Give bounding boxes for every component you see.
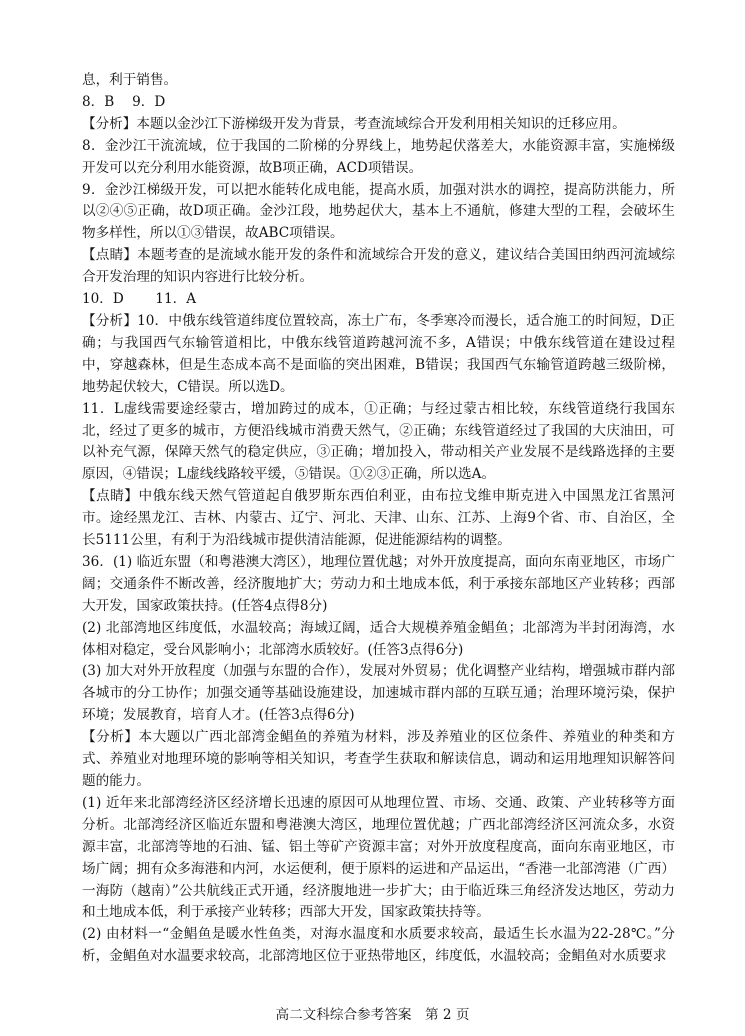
answer-36-3: (3) 加大对外开放程度（加强与东盟的合作），发展对外贸易；优化调整产业结构，增强城市群内部各城市的分工协作；加强交通等基础设施建设，加速城市群内部的互联互通；治理环境污染，保护环境；发展教育，培育人才。(任答3点得6分)	[82, 663, 675, 724]
answer-36-2: (2) 北部湾地区纬度低，水温较高；海域辽阔，适合大规模养殖金鲳鱼；北部湾为半封闭海湾，水体相对稳定，受台风影响小；北部湾水质较好。(任答3点得6分)	[82, 619, 675, 658]
explanation-36-2: (2) 由材料一“金鲳鱼是暖水性鱼类，对海水温度和水质要求较高，最适生长水温为22-28℃。”分析，金鲳鱼对水温要求较高，北部湾地区位于亚热带地区，纬度低，水温较高；金鲳鱼对水质要求	[82, 926, 675, 965]
paragraph-continuation: 息，利于销售。	[82, 72, 178, 88]
analysis-10: 【分析】10．中俄东线管道纬度位置较高，冻土广布，冬季寒冷而漫长，适合施工的时间短，D正确；与我国西气东输管道相比，中俄东线管道跨越河流不多，A错误；中俄东线管道在建设过程中，穿越森林，但是生态成本高不是面临的突出困难，B错误；我国西气东输管道跨越三级阶梯，地势起伏较大，C错误。所以选D。	[82, 312, 675, 395]
tip-10-11: 【点睛】中俄东线天然气管道起自俄罗斯东西伯利亚，由布拉戈维申斯克进入中国黑龙江省黑河市。途经黑龙江、吉林、内蒙古、辽宁、河北、天津、山东、江苏、上海9个省、市、自治区，全长5111公里，有利于为沿线城市提供清洁能源，促进能源结构的调整。	[82, 488, 675, 549]
explanation-36-1: (1) 近年来北部湾经济区经济增长迅速的原因可从地理位置、市场、交通、政策、产业转移等方面分析。北部湾经济区临近东盟和粤港澳大湾区，地理位置优越；广西北部湾经济区河流众多，水资源丰富，北部湾等地的石油、锰、铝土等矿产资源丰富；对外开放度程度高，面向东南亚地区，市场广阔；拥有众多海港和内河，水运便利，便于原料的运进和产品运出，“香港一北部湾港（广西）一海防（越南）”公共航线正式开通，经济腹地进一步扩大；由于临近珠三角经济发达地区，劳动力和土地成本低，利于承接产业转移；西部大开发，国家政策扶持等。	[82, 794, 675, 921]
analysis-8-9: 【分析】本题以金沙江下游梯级开发为背景，考查流域综合开发利用相关知识的迁移应用。	[82, 115, 626, 132]
answer-8-9: 8．B 9．D	[82, 93, 166, 110]
answer-text-body	[82, 70, 675, 968]
explanation-8: 8．金沙江干流流域，位于我国的二阶梯的分界线上，地势起伏落差大，水能资源丰富，实施梯级开发可以充分利用水能资源，故B项正确，ACD项错误。	[82, 137, 675, 176]
analysis-36: 【分析】本大题以广西北部湾金鲳鱼的养殖为材料，涉及养殖业的区位条件、养殖业的种类和方式、养殖业对地理环境的影响等相关知识，考查学生获取和解读信息，调动和运用地理知识解答问题的能力。	[82, 729, 675, 789]
explanation-9: 9．金沙江梯级开发，可以把水能转化成电能，提高水质，加强对洪水的调控，提高防洪能力，所以②④⑤正确，故D项正确。金沙江段，地势起伏大，基本上不通航，修建大型的工程，会破坏生物多样性，所以①③错误，故ABC项错误。	[82, 181, 675, 242]
tip-8-9: 【点睛】本题考查的是流域水能开发的条件和流域综合开发的意义，建议结合美国田纳西河流域综合开发治理的知识内容进行比较分析。	[82, 247, 675, 286]
answer-36-1: 36．(1) 临近东盟（和粤港澳大湾区），地理位置优越；对外开放度提高，面向东南亚地区，市场广阔；交通条件不断改善，经济腹地扩大；劳动力和土地成本低，利于承接东部地区产业转移；西部大开发，国家政策扶持。(任答4点得8分)	[82, 553, 675, 614]
answer-10-11: 10．D 11．A	[82, 291, 197, 308]
explanation-11: 11．L虚线需要途经蒙古，增加跨过的成本，①正确；与经过蒙古相比较，东线管道绕行我国东北，经过了更多的城市，方便沿线城市消费天然气，②正确；东线管道经过了我国的大庆油田，可以补充气源，保障天然气的稳定供应，③正确；增加投入，带动相关产业发展不是线路选择的主要原因，④错误；L虚线线路较平缓，⑤错误。①②③正确，所以选A。	[82, 400, 675, 483]
page-footer: 高二文科综合参考答案 第 2 页	[275, 1007, 470, 1023]
